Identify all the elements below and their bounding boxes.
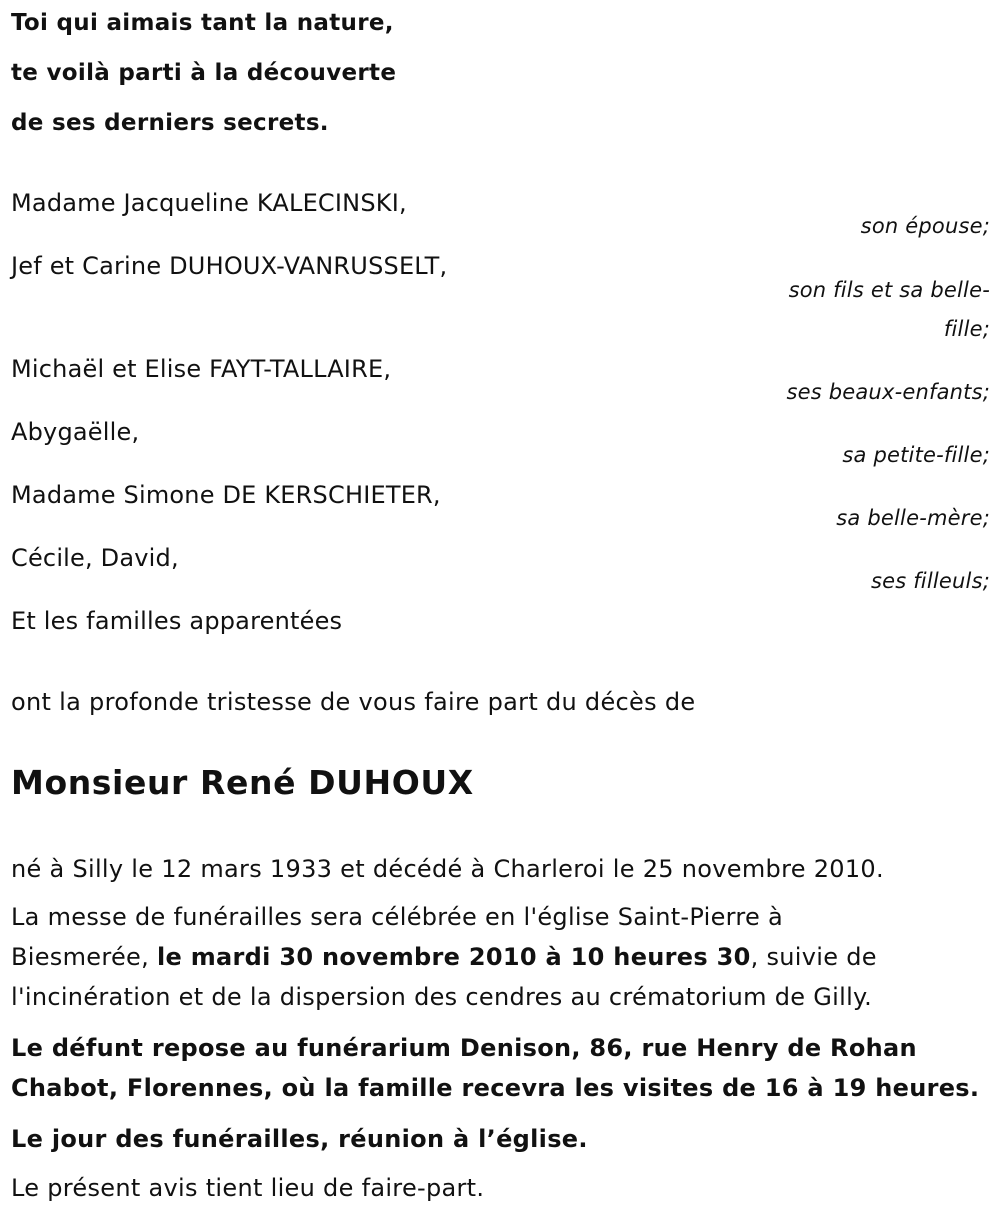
mass-continuation: , suivie de — [750, 943, 877, 971]
family-relation: ses beaux-enfants; — [786, 380, 990, 404]
poem-line-3: de ses derniers secrets. — [11, 110, 329, 136]
mass-line-3: l'incinération et de la dispersion des cendres au crématorium de Gilly. — [11, 983, 873, 1011]
family-name: Michaël et Elise FAYT-TALLAIRE, — [11, 355, 392, 383]
family-name: Jef et Carine DUHOUX-VANRUSSELT, — [11, 252, 448, 280]
reunion-text: Le jour des funérailles, réunion à l’église. — [11, 1125, 588, 1153]
funerarium-line-1: Le défunt repose au funérarium Denison, 86, rue Henry de Rohan — [11, 1034, 917, 1062]
family-name: Et les familles apparentées — [11, 607, 343, 635]
deceased-name: Monsieur René DUHOUX — [11, 763, 474, 802]
family-name: Madame Simone DE KERSCHIETER, — [11, 481, 441, 509]
family-name: Cécile, David, — [11, 544, 179, 572]
family-relation: son fils et sa belle- — [788, 278, 990, 302]
mass-datetime: le mardi 30 novembre 2010 à 10 heures 30 — [156, 943, 751, 971]
family-name: Abygaëlle, — [11, 418, 140, 446]
funerarium-line-2: Chabot, Florennes, où la famille recevra les visites de 16 à 19 heures. — [11, 1074, 980, 1102]
closing-text: Le présent avis tient lieu de faire-part. — [11, 1174, 485, 1202]
poem-line-2: te voilà parti à la découverte — [11, 60, 397, 86]
family-relation: sa petite-fille; — [842, 443, 990, 467]
family-relation: sa belle-mère; — [836, 506, 990, 530]
mass-line-1: La messe de funérailles sera célébrée en l'église Saint-Pierre à — [11, 903, 784, 931]
mass-line-2 — [11, 943, 877, 971]
mass-location: Biesmerée, — [11, 943, 157, 971]
family-relation: son épouse; — [860, 214, 990, 238]
announcement-text: ont la profonde tristesse de vous faire part du décès de — [11, 688, 696, 716]
family-relation: ses filleuls; — [870, 569, 990, 593]
poem-line-1: Toi qui aimais tant la nature, — [11, 10, 394, 36]
family-relation: fille; — [943, 317, 990, 341]
birth-death-text: né à Silly le 12 mars 1933 et décédé à Charleroi le 25 novembre 2010. — [11, 855, 884, 883]
family-name: Madame Jacqueline KALECINSKI, — [11, 189, 407, 217]
